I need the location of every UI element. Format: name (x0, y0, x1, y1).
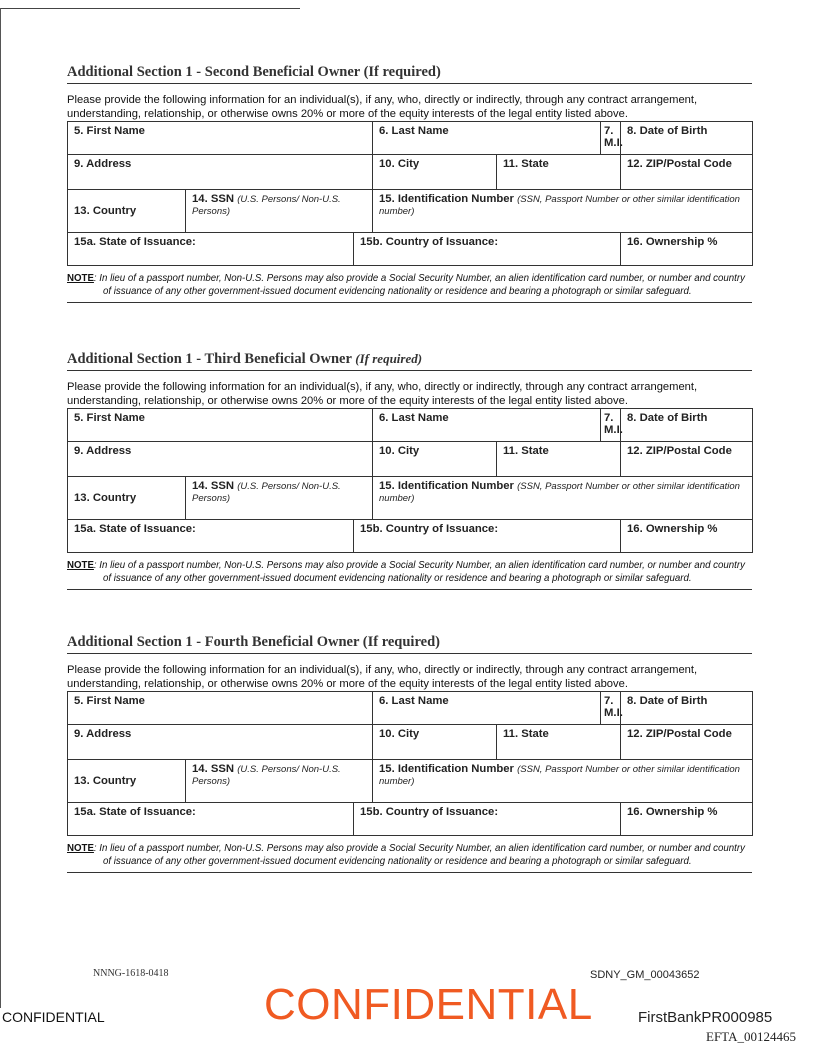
ssn-field[interactable]: 14. SSN (U.S. Persons/ Non-U.S. Persons) (186, 477, 373, 520)
bates-number-sdny: SDNY_GM_00043652 (590, 969, 700, 981)
confidential-label: CONFIDENTIAL (2, 1009, 105, 1025)
first-name-field[interactable]: 5. First Name (68, 409, 373, 442)
owner-form-table (67, 121, 753, 266)
middle-initial-field[interactable]: 7. M.I. (601, 122, 621, 155)
state-of-issuance-field[interactable]: 15a. State of Issuance: (68, 520, 354, 553)
city-field[interactable]: 10. City (373, 725, 497, 760)
left-scan-edge (0, 8, 1, 1008)
identification-number-field[interactable]: 15. Identification Number (SSN, Passport Number or other similar identification number) (373, 760, 753, 803)
confidential-stamp: CONFIDENTIAL (264, 980, 593, 1029)
section-title: Additional Section 1 - Second Beneficial Owner (If required) (67, 64, 752, 84)
zip-field[interactable]: 12. ZIP/Postal Code (621, 155, 753, 190)
fourth-beneficial-owner-section (67, 634, 752, 873)
country-of-issuance-field[interactable]: 15b. Country of Issuance: (354, 520, 621, 553)
country-field[interactable]: 13. Country (68, 477, 186, 520)
zip-field[interactable]: 12. ZIP/Postal Code (621, 725, 753, 760)
country-field[interactable]: 13. Country (68, 190, 186, 233)
zip-field[interactable]: 12. ZIP/Postal Code (621, 442, 753, 477)
ownership-percent-field[interactable]: 16. Ownership % (621, 520, 753, 553)
address-field[interactable]: 9. Address (68, 155, 373, 190)
first-name-field[interactable]: 5. First Name (68, 122, 373, 155)
section-intro: Please provide the following information for an individual(s), if any, who, directly or indirectly, through any contract arrangement, understanding, relationship, or otherwise owns 20% or more of the equity interests of the legal entity listed above. (67, 664, 698, 690)
date-of-birth-field[interactable]: 8. Date of Birth (621, 692, 753, 725)
last-name-field[interactable]: 6. Last Name (373, 409, 601, 442)
state-field[interactable]: 11. State (497, 155, 621, 190)
note-text: NOTE: In lieu of a passport number, Non-U.S. Persons may also provide a Social Security Number, an alien identification card number, or number and country of issuance of any other government-issued document evidencing nationality or residence and bearing a photograph or similar safeguard. (67, 273, 752, 303)
country-of-issuance-field[interactable]: 15b. Country of Issuance: (354, 803, 621, 836)
identification-number-field[interactable]: 15. Identification Number (SSN, Passport Number or other similar identification number) (373, 190, 753, 233)
ssn-field[interactable]: 14. SSN (U.S. Persons/ Non-U.S. Persons) (186, 190, 373, 233)
last-name-field[interactable]: 6. Last Name (373, 122, 601, 155)
form-code: NNNG-1618-0418 (93, 968, 169, 979)
state-field[interactable]: 11. State (497, 442, 621, 477)
identification-number-field[interactable]: 15. Identification Number (SSN, Passport Number or other similar identification number) (373, 477, 753, 520)
note-text: NOTE: In lieu of a passport number, Non-U.S. Persons may also provide a Social Security Number, an alien identification card number, or number and country of issuance of any other government-issued document evidencing nationality or residence and bearing a photograph or similar safeguard. (67, 843, 752, 873)
top-rule (0, 8, 300, 9)
state-of-issuance-field[interactable]: 15a. State of Issuance: (68, 803, 354, 836)
second-beneficial-owner-section (67, 64, 752, 303)
country-field[interactable]: 13. Country (68, 760, 186, 803)
middle-initial-field[interactable]: 7. M.I. (601, 692, 621, 725)
ownership-percent-field[interactable]: 16. Ownership % (621, 233, 753, 266)
city-field[interactable]: 10. City (373, 155, 497, 190)
state-field[interactable]: 11. State (497, 725, 621, 760)
owner-form-table (67, 408, 753, 553)
address-field[interactable]: 9. Address (68, 725, 373, 760)
city-field[interactable]: 10. City (373, 442, 497, 477)
section-title: Additional Section 1 - Third Beneficial Owner (If required) (67, 351, 752, 371)
owner-form-table (67, 691, 753, 836)
middle-initial-field[interactable]: 7. M.I. (601, 409, 621, 442)
note-text: NOTE: In lieu of a passport number, Non-U.S. Persons may also provide a Social Security Number, an alien identification card number, or number and country of issuance of any other government-issued document evidencing nationality or residence and bearing a photograph or similar safeguard. (67, 560, 752, 590)
first-name-field[interactable]: 5. First Name (68, 692, 373, 725)
bates-number-firstbank: FirstBankPR000985 (638, 1009, 773, 1026)
last-name-field[interactable]: 6. Last Name (373, 692, 601, 725)
ssn-field[interactable]: 14. SSN (U.S. Persons/ Non-U.S. Persons) (186, 760, 373, 803)
state-of-issuance-field[interactable]: 15a. State of Issuance: (68, 233, 354, 266)
section-title: Additional Section 1 - Fourth Beneficial Owner (If required) (67, 634, 752, 654)
section-intro: Please provide the following information for an individual(s), if any, who, directly or indirectly, through any contract arrangement, understanding, relationship, or otherwise owns 20% or more of the equity interests of the legal entity listed above. (67, 381, 698, 407)
bates-number-efta: EFTA_00124465 (706, 1029, 796, 1044)
address-field[interactable]: 9. Address (68, 442, 373, 477)
date-of-birth-field[interactable]: 8. Date of Birth (621, 409, 753, 442)
ownership-percent-field[interactable]: 16. Ownership % (621, 803, 753, 836)
section-intro: Please provide the following information for an individual(s), if any, who, directly or indirectly, through any contract arrangement, understanding, relationship, or otherwise owns 20% or more of the equity interests of the legal entity listed above. (67, 94, 698, 120)
third-beneficial-owner-section (67, 351, 752, 590)
country-of-issuance-field[interactable]: 15b. Country of Issuance: (354, 233, 621, 266)
date-of-birth-field[interactable]: 8. Date of Birth (621, 122, 753, 155)
